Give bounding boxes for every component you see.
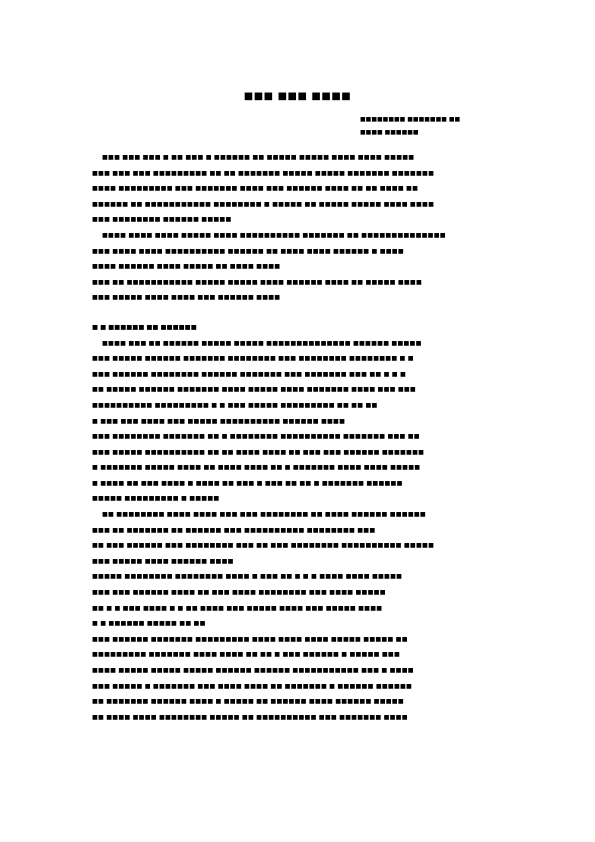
text-line: ■■■ ■■■ ■■■ ■■■■■■■■■ ■■ ■■ ■■■■■■■ ■■■■■ ■■■■■ ■■■■■■■ ■■■■■■■ (92, 169, 435, 177)
text-line: ■ ■■■ ■■■ ■■■■ ■■■ ■■■■■ ■■■■■■■■■■ ■■■■■■ ■■■■ (92, 417, 346, 425)
text-line: ■■ ■■■■■■■■ ■■■■ ■■■■ ■■■ ■■■ ■■■■■■■■ ■■ ■■■■ ■■■■■■ ■■■■■■ (102, 511, 426, 519)
author-affiliation: ■■■■■■■■ ■■■■■■■ ■■ (360, 116, 461, 123)
paragraph (92, 569, 506, 631)
text-line: ■■■ ■■■■■■■■ ■■■■■■ ■■■■■ (92, 216, 232, 224)
text-line: ■ ■■■■■■■ ■■■■■ ■■■■ ■■ ■■■■ ■■■■ ■■ ■ ■■■■■■■ ■■■■ ■■■■ ■■■■■ (92, 464, 421, 472)
text-line: ■■ ■■■■■ ■■■■■■ ■■■■■■■ ■■■■ ■■■■■ ■■■■ ■■■■■■■ ■■■■ ■■■ ■■■ (92, 386, 416, 394)
text-line: ■■ ■ ■ ■■■ ■■■■ ■ ■ ■■ ■■■■ ■■■ ■■■■■ ■■■■ ■■■ ■■■■■ ■■■■ (92, 604, 383, 612)
text-line: ■ ■■■■ ■■ ■■■ ■■■■ ■ ■■■■ ■■ ■■■ ■ ■■■ ■■ ■■ ■ ■■■■■■■ ■■■■■■ (92, 479, 403, 487)
text-line: ■■ ■■■■■■■ ■■■■■■ ■■■■ ■ ■■■■■ ■■ ■■■■■■ ■■■■ ■■■■■■ ■■■■■ (92, 698, 404, 706)
text-line: ■■■ ■■■ ■■■ ■ ■■ ■■■ ■ ■■■■■■ ■■ ■■■■■ ■■■■■ ■■■■ ■■■■ ■■■■■ (102, 154, 415, 161)
document-body (92, 150, 506, 725)
text-line: ■■■ ■■■■■ ■■■■ ■■■■■■ ■■■■ (92, 557, 234, 565)
paragraph (92, 507, 506, 569)
text-line: ■■■■■ ■■■■■■■■ ■■■■■■■■ ■■■■ ■ ■■■ ■■ ■ ■ ■ ■■■■ ■■■■ ■■■■■ (92, 573, 403, 581)
text-line: ■■■ ■■■■■■■■ ■■■■■■■ ■■ ■ ■■■■■■■■ ■■■■■■■■■■ ■■■■■■■ ■■■ ■■ (92, 433, 420, 441)
section-heading: ■ ■ ■■■■■■ ■■ ■■■■■■ (92, 322, 197, 331)
text-line: ■■■ ■■■■■■ ■■■■■■■■ ■■■■■■ ■■■■■■■ ■■■ ■■■■■■■ ■■■ ■■ ■ ■ ■ (92, 370, 407, 378)
paragraph (92, 336, 506, 430)
paragraph (92, 429, 506, 507)
document-title: ■■■ ■■■ ■■■■ (243, 91, 352, 102)
paragraph (92, 275, 506, 306)
text-line: ■■■ ■■■■■ ■■■■■■■■■■ ■■ ■■ ■■■■ ■■■■ ■■ ■■■ ■■■ ■■■■■■ ■■■■■■■ (92, 448, 425, 456)
text-line: ■■■■■■■■■■ ■■■■■■■■■ ■ ■ ■■■ ■■■■■ ■■■■■■■■■ ■■ ■■ ■■ (92, 401, 378, 409)
text-line: ■■■ ■■■■■ ■ ■■■■■■■ ■■■ ■■■■ ■■■■ ■■ ■■■■■■■ ■ ■■■■■■ ■■■■■■ (92, 682, 413, 690)
section-spacer (92, 306, 506, 320)
text-line: ■■■ ■■ ■■■■■■■ ■■ ■■■■■■ ■■■ ■■■■■■■■■■ ■■■■■■■■ ■■■ (92, 526, 376, 534)
text-line: ■■■ ■■ ■■■■■■■■■■■ ■■■■■ ■■■■■ ■■■■ ■■■■■■ ■■■■ ■■ ■■■■■ ■■■■ (92, 278, 423, 286)
text-line: ■■■■■■ ■■ ■■■■■■■■■■■ ■■■■■■■■ ■ ■■■■■ ■■ ■■■■■ ■■■■■ ■■■■ ■■■■ (92, 200, 435, 208)
paragraph (92, 228, 506, 275)
paragraph (92, 632, 506, 726)
text-line: ■■■ ■■■■■ ■■■■ ■■■■ ■■■ ■■■■■■ ■■■■ (92, 294, 281, 302)
text-line: ■■■ ■■■ ■■■■■■ ■■■■ ■■ ■■■ ■■■■ ■■■■■■■■ ■■■ ■■■■ ■■■■■ (92, 589, 386, 597)
text-line: ■■■ ■■■■■ ■■■■■■ ■■■■■■■ ■■■■■■■■ ■■■ ■■■■■■■■ ■■■■■■■■ ■ ■ (92, 355, 414, 363)
text-line: ■■■■ ■■■■ ■■■■ ■■■■■ ■■■■ ■■■■■■■■■■ ■■■■■■■ ■■ ■■■■■■■■■■■■■■ (102, 231, 446, 239)
text-line: ■■■■ ■■■■■■■■■ ■■■ ■■■■■■■ ■■■■ ■■■ ■■■■■■ ■■■■ ■■ ■■ ■■■■ ■■ (92, 185, 419, 193)
paragraph (92, 150, 506, 228)
text-line: ■■■■ ■■■ ■■ ■■■■■■ ■■■■■ ■■■■■ ■■■■■■■■■■■■■■ ■■■■■■ ■■■■■ (102, 339, 422, 347)
text-line: ■■■■■ ■■■■■■■■■ ■ ■■■■■ (92, 495, 220, 503)
text-line: ■■■ ■■■■■■ ■■■■■■■ ■■■■■■■■■ ■■■■ ■■■■ ■■■■ ■■■■■ ■■■■■ ■■ (92, 635, 408, 643)
text-line: ■ ■ ■■■■■■ ■■■■■ ■■ ■■ (92, 620, 206, 628)
text-line: ■■■■ ■■■■■■ ■■■■ ■■■■■ ■■ ■■■■ ■■■■ (92, 263, 281, 271)
text-line: ■■■ ■■■■ ■■■■ ■■■■■■■■■■ ■■■■■■ ■■ ■■■■ ■■■■ ■■■■■■ ■ ■■■■ (92, 247, 404, 255)
text-line: ■■■■ ■■■■■ ■■■■■ ■■■■■ ■■■■■■ ■■■■■■ ■■■■■■■■■■■ ■■■ ■ ■■■■ (92, 667, 414, 674)
author-name: ■■■■ ■■■■■■ (360, 129, 419, 136)
text-line: ■■■■■■■■■ ■■■■■■■ ■■■■ ■■■■ ■■ ■■ ■ ■■■ ■■■■■■ ■ ■■■■■ ■■■ (92, 651, 401, 659)
text-line: ■■ ■■■■ ■■■■ ■■■■■■■■ ■■■■■ ■■ ■■■■■■■■■■ ■■■ ■■■■■■■ ■■■■ (92, 713, 408, 721)
text-line: ■■ ■■■ ■■■■■■ ■■■ ■■■■■■■■ ■■■ ■■ ■■■ ■■■■■■■■ ■■■■■■■■■■ ■■■■■ (92, 542, 435, 550)
